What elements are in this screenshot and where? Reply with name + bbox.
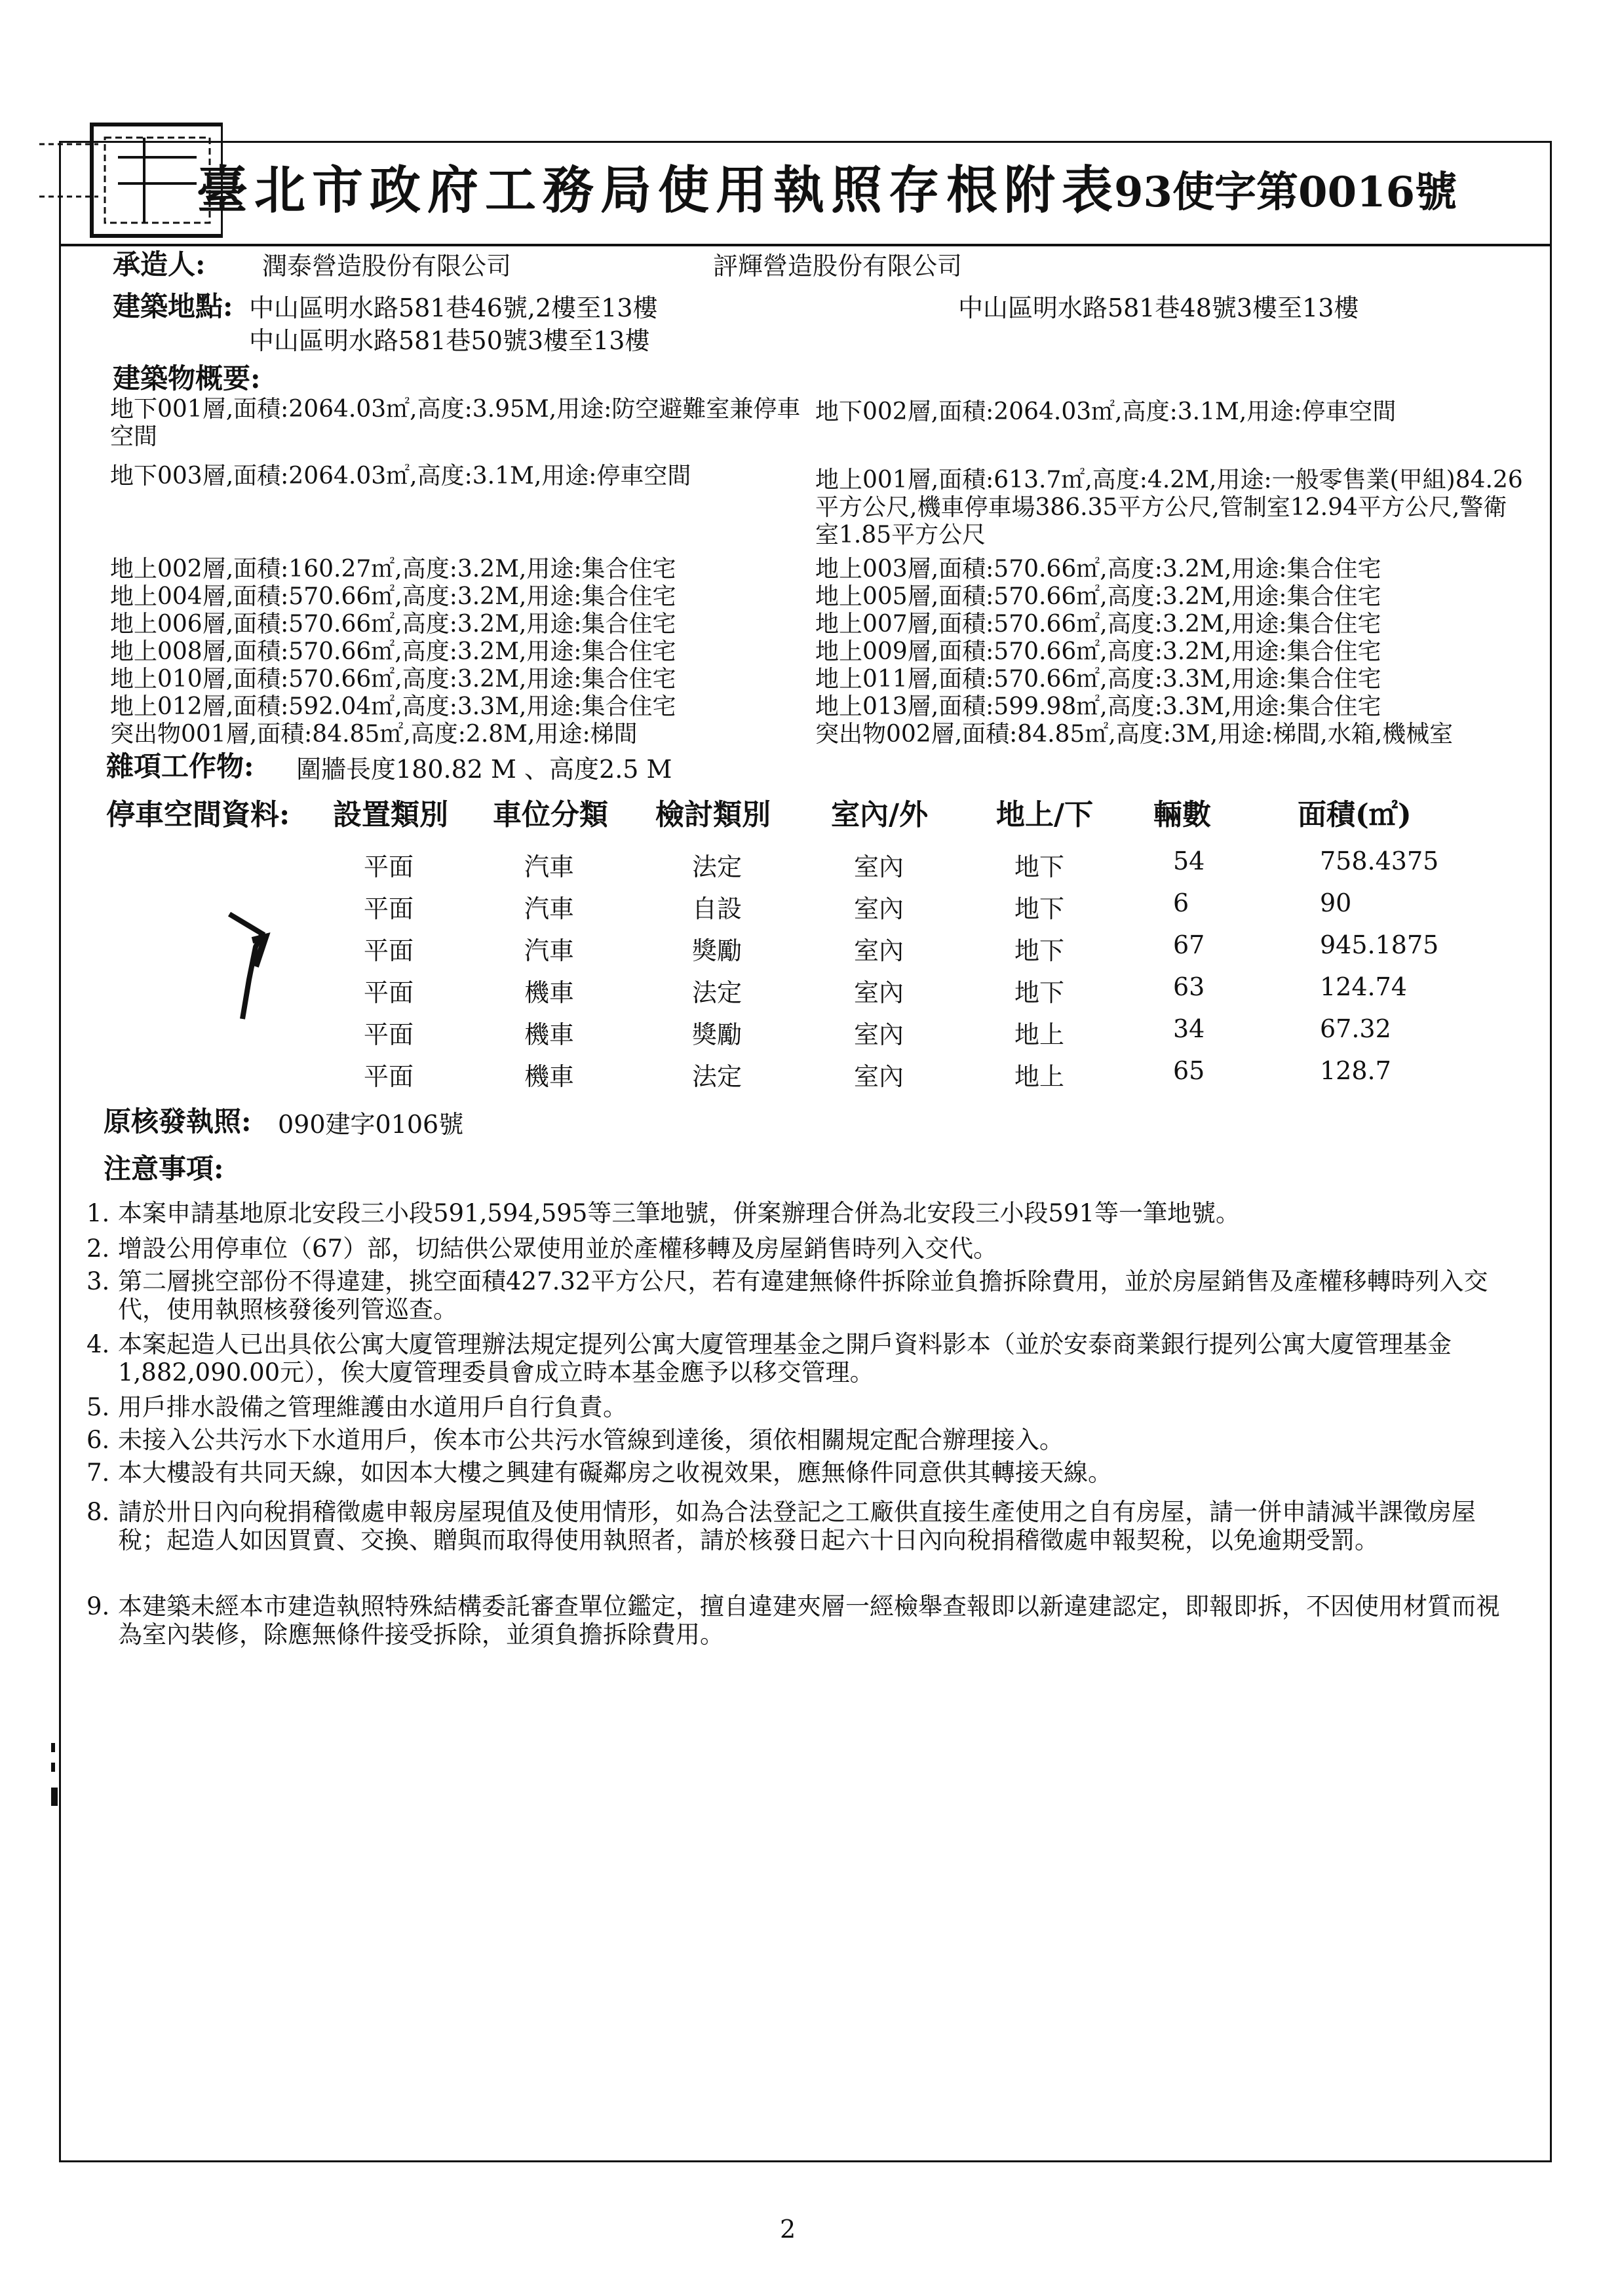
parking-cell: 地上	[1014, 1020, 1065, 1049]
note-number: 9.	[87, 1592, 110, 1620]
page-number: 2	[780, 2215, 796, 2244]
edge-mark	[51, 1788, 58, 1806]
note-text: 未接入公共污水下水道用戶，俟本市公共污水管線到達後，須依相關規定配合辦理接入。	[118, 1426, 1064, 1454]
parking-cell: 平面	[364, 852, 414, 881]
parking-cell: 地下	[1014, 978, 1065, 1007]
parking-cell: 法定	[692, 978, 742, 1007]
parking-cell: 平面	[364, 978, 414, 1007]
note-item	[87, 1459, 1514, 1487]
site-address-3: 中山區明水路581巷50號3樓至13樓	[249, 326, 650, 355]
building-floor-left: 地上008層,面積:570.66㎡,高度:3.2M,用途:集合住宅	[110, 638, 676, 665]
parking-header: 地上/下	[996, 798, 1094, 832]
parking-cell: 室內	[854, 1062, 904, 1091]
parking-cell: 758.4375	[1320, 847, 1439, 875]
parking-cell: 54	[1173, 847, 1205, 875]
parking-cell: 平面	[364, 1062, 414, 1091]
parking-cell: 自設	[692, 894, 742, 923]
contractor-label: 承造人:	[113, 248, 206, 280]
parking-cell: 獎勵	[692, 1020, 742, 1049]
parking-cell: 法定	[692, 852, 742, 881]
note-number: 7.	[87, 1459, 110, 1487]
parking-cell: 地上	[1014, 1062, 1065, 1091]
building-floor-right: 地上013層,面積:599.98㎡,高度:3.3M,用途:集合住宅	[815, 693, 1381, 720]
parking-cell: 機車	[524, 978, 575, 1007]
parking-cell: 室內	[854, 852, 904, 881]
original-permit-label: 原核發執照:	[104, 1105, 252, 1138]
parking-label: 停車空間資料:	[106, 798, 290, 832]
parking-cell: 汽車	[524, 852, 575, 881]
note-item	[87, 1393, 1514, 1421]
parking-cell: 室內	[854, 1020, 904, 1049]
building-floor-right: 地上007層,面積:570.66㎡,高度:3.2M,用途:集合住宅	[815, 611, 1381, 638]
parking-cell: 945.1875	[1320, 930, 1439, 959]
parking-cell: 63	[1173, 972, 1205, 1001]
original-permit-value: 090建字0106號	[278, 1110, 464, 1139]
site-label: 建築地點:	[113, 290, 233, 322]
parking-cell: 地下	[1014, 936, 1065, 965]
note-number: 5.	[87, 1393, 110, 1421]
parking-cell: 法定	[692, 1062, 742, 1091]
parking-cell: 室內	[854, 894, 904, 923]
building-floor-right: 地上011層,面積:570.66㎡,高度:3.3M,用途:集合住宅	[815, 666, 1381, 693]
building-floor-right: 地上003層,面積:570.66㎡,高度:3.2M,用途:集合住宅	[815, 556, 1381, 583]
building-floor-right: 地上005層,面積:570.66㎡,高度:3.2M,用途:集合住宅	[815, 583, 1381, 610]
note-text: 請於卅日內向稅捐稽徵處申報房屋現值及使用情形，如為合法登記之工廠供直接生產使用之自有房屋，請一併申請減半課徵房屋稅；起造人如因買賣、交換、贈與而取得使用執照者，請於核發日起六十日內向稅捐稽徵處申報契稅，以免逾期受罰。	[118, 1498, 1476, 1554]
note-item	[87, 1498, 1514, 1554]
parking-cell: 65	[1173, 1056, 1205, 1085]
note-text: 本案申請基地原北安段三小段591,594,595等三筆地號，併案辦理合併為北安段三小段591等一筆地號。	[118, 1199, 1241, 1227]
note-text: 第二層挑空部份不得違建，挑空面積427.32平方公尺，若有違建無條件拆除並負擔拆除費用，並於房屋銷售及產權移轉時列入交代，使用執照核發後列管巡查。	[118, 1267, 1488, 1324]
parking-header: 室內/外	[831, 798, 929, 832]
permit-number: 93使字第0016號	[1114, 168, 1457, 217]
official-stamp	[39, 118, 223, 242]
note-item	[87, 1199, 1514, 1227]
note-number: 3.	[87, 1267, 110, 1295]
parking-cell: 地下	[1014, 894, 1065, 923]
misc-works-label: 雜項工作物:	[106, 750, 254, 782]
parking-header: 車位分類	[493, 798, 608, 832]
note-number: 8.	[87, 1498, 110, 1526]
building-floor-left: 突出物001層,面積:84.85㎡,高度:2.8M,用途:梯間	[110, 721, 638, 748]
building-floor-left: 地上002層,面積:160.27㎡,高度:3.2M,用途:集合住宅	[110, 556, 676, 583]
parking-cell: 平面	[364, 894, 414, 923]
edge-mark	[51, 1763, 55, 1772]
parking-header: 輛數	[1153, 798, 1211, 832]
parking-cell: 90	[1320, 889, 1352, 917]
contractor-name-1: 潤泰營造股份有限公司	[262, 252, 512, 280]
building-floor-left: 地下003層,面積:2064.03㎡,高度:3.1M,用途:停車空間	[110, 463, 691, 489]
site-address-1: 中山區明水路581巷46號,2樓至13樓	[249, 294, 658, 322]
building-floor-right: 突出物002層,面積:84.85㎡,高度:3M,用途:梯間,水箱,機械室	[815, 721, 1454, 748]
parking-cell: 34	[1173, 1014, 1205, 1043]
building-summary-label: 建築物概要:	[113, 362, 261, 394]
parking-cell: 汽車	[524, 894, 575, 923]
note-item	[87, 1426, 1514, 1454]
misc-works-value: 圍牆長度180.82 M 、高度2.5 M	[296, 755, 672, 784]
parking-header: 檢討類別	[655, 798, 771, 832]
note-number: 1.	[87, 1199, 110, 1227]
note-item	[87, 1234, 1514, 1263]
parking-cell: 獎勵	[692, 936, 742, 965]
building-floor-left: 地上006層,面積:570.66㎡,高度:3.2M,用途:集合住宅	[110, 611, 676, 638]
parking-cell: 67.32	[1320, 1014, 1391, 1043]
note-item	[87, 1592, 1514, 1649]
building-floor-right: 地上009層,面積:570.66㎡,高度:3.2M,用途:集合住宅	[815, 638, 1381, 665]
notes-label: 注意事項:	[104, 1153, 224, 1185]
parking-cell: 67	[1173, 930, 1205, 959]
note-item	[87, 1267, 1514, 1324]
parking-cell: 124.74	[1320, 972, 1407, 1001]
edge-mark	[51, 1743, 55, 1752]
note-text: 用戶排水設備之管理維護由水道用戶自行負責。	[118, 1393, 627, 1421]
note-number: 6.	[87, 1426, 110, 1454]
parking-header: 設置類別	[333, 798, 448, 832]
document-title: 臺北市政府工務局使用執照存根附表	[197, 161, 1120, 220]
parking-cell: 平面	[364, 1020, 414, 1049]
parking-cell: 機車	[524, 1020, 575, 1049]
title-divider	[59, 244, 1552, 246]
parking-header: 面積(㎡)	[1298, 798, 1412, 832]
contractor-name-2: 評輝營造股份有限公司	[713, 252, 963, 280]
building-floor-right: 地下002層,面積:2064.03㎡,高度:3.1M,用途:停車空間	[815, 398, 1397, 425]
parking-cell: 6	[1173, 889, 1189, 917]
note-text: 本大樓設有共同天線，如因本大樓之興建有礙鄰房之收視效果，應無條件同意供其轉接天線。	[118, 1459, 1112, 1487]
note-text: 本案起造人已出具依公寓大廈管理辦法規定提列公寓大廈管理基金之開戶資料影本（並於安泰商業銀行提列公寓大廈管理基金1,882,090.00元），俟大廈管理委員會成立時本基金應予以移交管理。	[118, 1330, 1452, 1387]
parking-cell: 平面	[364, 936, 414, 965]
building-floor-left: 地上012層,面積:592.04㎡,高度:3.3M,用途:集合住宅	[110, 693, 676, 720]
parking-cell: 室內	[854, 936, 904, 965]
building-floor-left: 地上004層,面積:570.66㎡,高度:3.2M,用途:集合住宅	[110, 583, 676, 610]
note-text: 本建築未經本市建造執照特殊結構委託審查單位鑑定，擅自違建夾層一經檢舉查報即以新違建認定，即報即拆，不因使用材質而視為室內裝修，除應無條件接受拆除，並須負擔拆除費用。	[118, 1592, 1500, 1649]
parking-cell: 汽車	[524, 936, 575, 965]
note-item	[87, 1330, 1514, 1387]
note-text: 增設公用停車位（67）部，切結供公眾使用並於產權移轉及房屋銷售時列入交代。	[118, 1234, 998, 1263]
parking-cell: 室內	[854, 978, 904, 1007]
parking-cell: 地下	[1014, 852, 1065, 881]
parking-cell: 128.7	[1320, 1056, 1391, 1085]
building-floor-left: 地下001層,面積:2064.03㎡,高度:3.95M,用途:防空避難室兼停車空間	[110, 396, 801, 450]
note-number: 4.	[87, 1330, 110, 1358]
site-address-2: 中山區明水路581巷48號3樓至13樓	[958, 294, 1359, 322]
building-floor-right: 地上001層,面積:613.7㎡,高度:4.2M,用途:一般零售業(甲組)84.26平方公尺,機車停車場386.35平方公尺,管制室12.94平方公尺,警衛室1.85平方公尺	[815, 467, 1523, 548]
note-number: 2.	[87, 1234, 110, 1263]
parking-cell: 機車	[524, 1062, 575, 1091]
building-floor-left: 地上010層,面積:570.66㎡,高度:3.2M,用途:集合住宅	[110, 666, 676, 693]
scan-smudge	[223, 908, 275, 1025]
